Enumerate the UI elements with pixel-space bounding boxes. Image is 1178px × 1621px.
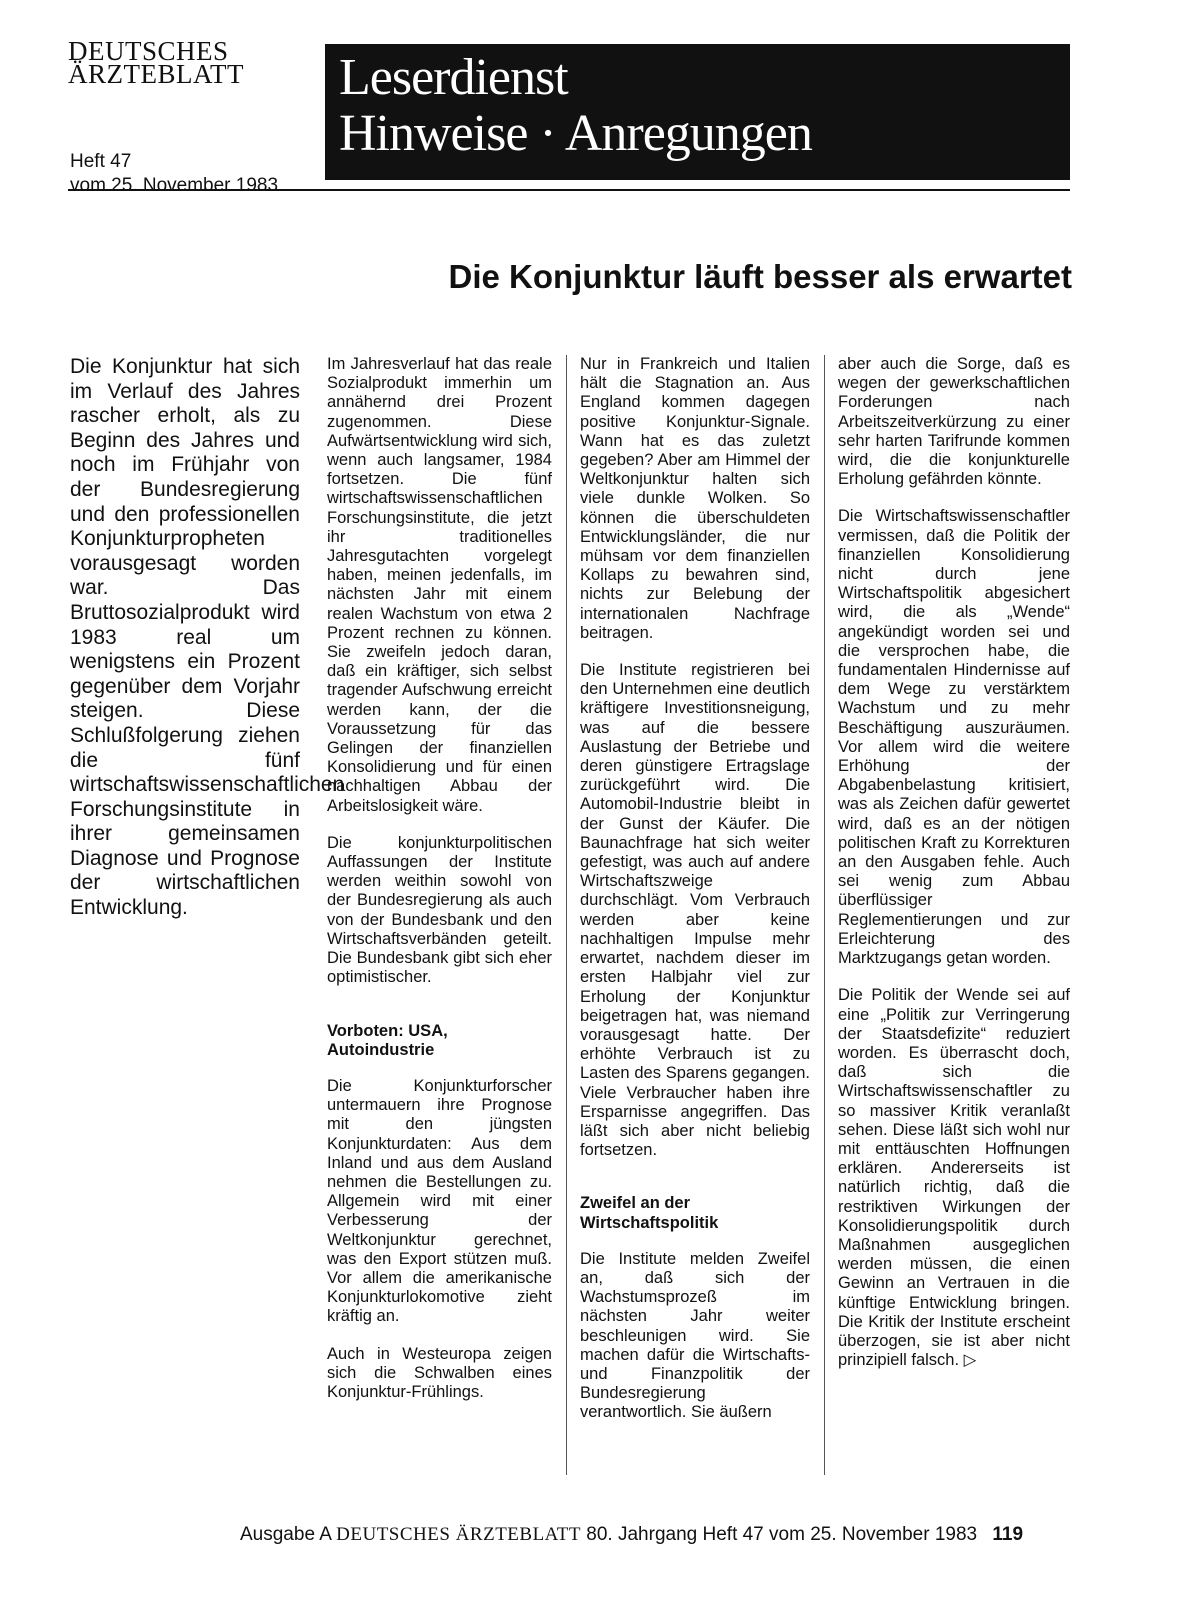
paragraph: Nur in Frankreich und Italien hält die Stagnation an. Aus England kommen dagegen positive Konjunktur-Signale. Wann hat es das zuletzt gegeben? Aber am Himmel der Weltkonjunktur halten sich viele dunkle Wolken. So können die überschuldeten Entwicklungsländer, die nur mühsam vor dem finanziellen Kollaps zu bewahren sind, nichts zur Belebung der internationalen Nachfrage beitragen.	[580, 355, 810, 642]
paragraph: Die Politik der Wende sei auf eine „Politik zur Verringerung der Staatsdefizite“ reduziert worden. Es überrascht doch, daß sich die Wirtschaftswissenschaftler zu so massiver Kritik veranlaßt sehen. Diese läßt sich wohl nur mit enttäuschten Hoffnungen erklären. Andererseits ist natürlich richtig, daß die restriktiven Wirkungen der Konsolidierungspolitik durch Maßnahmen ausgeglichen werden müssen, die einen Gewinn an Vertrauen in die künftige Entwicklung bringen. Die Kritik der Institute erscheint überzogen, sie ist aber nicht prinzipiell falsch. ▷	[838, 986, 1070, 1370]
article-column-1	[327, 355, 552, 1420]
subheading: Vorboten: USA, Autoindustrie	[327, 1021, 448, 1059]
header-rule	[68, 189, 1070, 191]
subheading: Zweifel an der Wirtschaftspolitik	[580, 1194, 719, 1232]
banner-line-2: Hinweise · Anregungen	[339, 105, 812, 162]
issue-number: Heft 47	[70, 151, 132, 172]
paragraph: Die Institute registrieren bei den Unternehmen eine deutlich kräftigere Investitionsneigung, was auf die bessere Auslastung der Betriebe und deren günstigere Ertragslage zurückgeführt wird. Die Automobil-Industrie bleibt in der Gunst der Käufer. Die Baunachfrage hat sich weiter gefestigt, was auch auf andere Wirtschaftszweige durchschlägt. Vom Verbrauch werden aber keine nachhaltigen Impulse mehr erwartet, nachdem dieser im ersten Halbjahr viel zur Erholung der Konjunktur beigetragen hat, was niemand vorausgesagt hatte. Der erhöhte Verbrauch ist zu Lasten des Sparens gegangen. Viele Verbraucher haben ihre Ersparnisse angegriffen. Das läßt sich aber nicht beliebig fortsetzen.	[580, 661, 810, 1160]
section-banner	[325, 44, 1070, 180]
page-footer	[240, 1524, 1023, 1546]
footer-edition: Ausgabe A	[240, 1524, 331, 1545]
intro-paragraph: Die Konjunktur hat sich im Verlauf des Jahres rascher erholt, als zu Beginn des Jahres und noch im Frühjahr von der Bundesregierung und den professionellen Konjunkturpropheten vorausgesagt worden war. Das Bruttosozialprodukt wird 1983 real um wenigstens ein Prozent gegenüber dem Vorjahr steigen. Diese Schlußfolgerung ziehen die fünf wirtschaftswissenschaftlichen Forschungsinstitute in ihrer gemeinsamen Diagnose und Prognose der wirtschaftlichen Entwicklung.	[70, 355, 345, 920]
column-divider	[824, 355, 825, 1475]
paragraph: Die Wirtschaftswissenschaftler vermissen, daß die Politik der finanziellen Konsolidierung nicht durch jene Wirtschaftspolitik abgesichert wird, die als „Wende“ angekündigt worden sei und die versprochen habe, die fundamentalen Hindernisse auf dem Wege zu verstärktem Wachstum und zu mehr Beschäftigung auszuräumen. Vor allem wird die weitere Erhöhung der Abgabenbelastung kritisiert, was als Zeichen dafür gewertet wird, daß es an der nötigen politischen Kraft zu Korrekturen an den Ausgaben fehle. Auch sei wenig zum Abbau überflüssiger Reglementierungen und zur Erleichterung des Marktzugangs getan worden.	[838, 507, 1070, 968]
article-headline: Die Konjunktur läuft besser als erwartet	[448, 258, 1072, 295]
footer-issue-info: 80. Jahrgang Heft 47 vom 25. November 1983	[586, 1524, 978, 1545]
banner-line-1: Leserdienst	[339, 49, 568, 106]
footer-brand: DEUTSCHES ÄRZTEBLATT	[336, 1524, 582, 1545]
column-divider	[566, 355, 567, 1475]
article-intro	[70, 355, 345, 939]
paragraph: Die konjunkturpolitischen Auffassungen der Institute werden weithin sowohl von der Bundesregierung als auch von der Bundesbank und den Wirtschaftsverbänden geteilt. Die Bundesbank gibt sich eher optimistischer.	[327, 833, 552, 987]
paragraph: Die Institute melden Zweifel an, daß sich der Wachstumsprozeß im nächsten Jahr weiter beschleunigen wird. Sie machen dafür die Wirtschafts- und Finanzpolitik der Bundesregierung verantwortlich. Sie äußern	[580, 1249, 810, 1422]
page-number: 119	[992, 1524, 1024, 1545]
article-column-2	[580, 355, 810, 1441]
paragraph: aber auch die Sorge, daß es wegen der gewerkschaftlichen Forderungen nach Arbeitszeitverkürzung zu einer sehr harten Tarifrunde kommen wird, die die konjunkturelle Erholung gefährden könnte.	[838, 355, 1070, 489]
logo-line-2: ÄRZTEBLATT	[68, 59, 244, 89]
paragraph: Im Jahresverlauf hat das reale Sozialprodukt immerhin um annähernd drei Prozent zugenommen. Diese Aufwärtsentwicklung wird sich, wenn auch langsamer, 1984 fortsetzen. Die fünf wirtschaftswissenschaftlichen Forschungsinstitute, die jetzt ihr traditionelles Jahresgutachten vorgelegt haben, meinen jedenfalls, im nächsten Jahr mit einem realen Wachstum von etwa 2 Prozent rechnen zu können. Sie zweifeln jedoch daran, daß ein kräftiger, sich selbst tragender Aufschwung erreicht werden kann, der die Voraussetzung für das Gelingen der finanziellen Konsolidierung und für einen nachhaltigen Abbau der Arbeitslosigkeit wäre.	[327, 355, 552, 815]
masthead-logo	[68, 36, 308, 89]
paragraph: Auch in Westeuropa zeigen sich die Schwalben eines Konjunktur-Frühlings.	[327, 1344, 552, 1401]
issue-date: vom 25. November 1983	[70, 175, 279, 196]
logo-line-1: DEUTSCHES	[68, 36, 229, 66]
article-column-3	[838, 355, 1070, 1388]
paragraph: Die Konjunkturforscher untermauern ihre Prognose mit den jüngsten Konjunkturdaten: Aus dem Inland und aus dem Ausland nehmen die Bestellungen zu. Allgemein wird mit einer Verbesserung der Weltkonjunktur gerechnet, was den Export stützen muß. Vor allem die amerikanische Konjunkturlokomotive zieht kräftig an.	[327, 1076, 552, 1326]
